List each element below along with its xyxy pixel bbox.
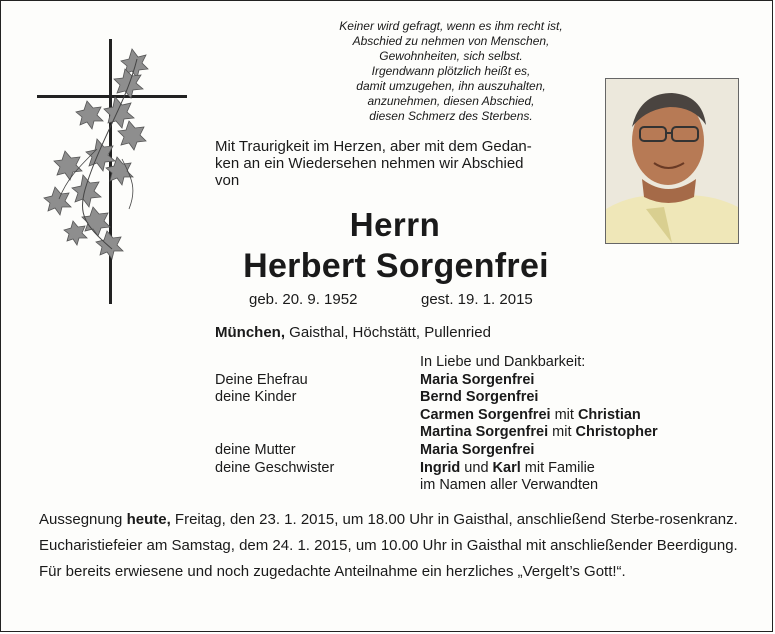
poem-line: Abschied zu nehmen von Menschen, <box>352 34 550 48</box>
blessing-day: heute, <box>126 511 171 528</box>
mourners-heading-row <box>215 354 658 372</box>
partner-name: Karl <box>492 459 521 476</box>
birth-date: geb. 20. 9. 1952 <box>249 291 358 308</box>
mourner-name: Ingrid <box>420 459 461 476</box>
mourner-name: Carmen Sorgenfrei <box>420 406 551 423</box>
list-item <box>215 407 658 425</box>
poem-line: damit umzugehen, ihn auszuhalten, <box>356 79 546 93</box>
relation-label: deine Mutter <box>215 441 296 458</box>
intro-line: Mit Traurigkeit im Herzen, aber mit dem Gedan- <box>215 138 532 155</box>
list-item <box>215 442 658 460</box>
service-details <box>39 511 739 589</box>
death-date: gest. 19. 1. 2015 <box>421 291 533 308</box>
relation-label: deine Kinder <box>215 389 297 406</box>
mourners-closing-row <box>215 477 658 495</box>
relation-label <box>215 424 420 442</box>
relation-label: Deine Ehefrau <box>215 371 308 388</box>
poem-line: diesen Schmerz des Sterbens. <box>369 109 533 123</box>
poem-line: Irgendwann plötzlich heißt es, <box>371 64 531 78</box>
relation-label: deine Geschwister <box>215 459 335 476</box>
mourner-name: Maria Sorgenfrei <box>420 371 535 388</box>
place-line <box>215 324 491 341</box>
list-item <box>215 460 658 478</box>
mourner-name: Martina Sorgenfrei <box>420 424 549 441</box>
partner-name: Christopher <box>575 424 658 441</box>
blessing-paragraph <box>39 511 739 529</box>
connector: mit <box>548 424 576 441</box>
intro-line: ken an ein Wiedersehen nehmen wir Abschied <box>215 155 524 172</box>
intro-text <box>215 138 551 189</box>
portrait-photo <box>605 78 739 244</box>
cross-with-ivy-icon <box>37 39 192 304</box>
mourners-closing: im Namen aller Verwandten <box>420 477 599 494</box>
mourners-list <box>215 354 658 495</box>
suffix: mit Familie <box>520 459 595 476</box>
poem <box>301 19 601 124</box>
place-main: München, <box>215 324 285 341</box>
list-item <box>215 372 658 390</box>
mourner-name: Bernd Sorgenfrei <box>420 389 539 406</box>
poem-line: Keiner wird gefragt, wenn es ihm recht ist, <box>339 19 563 33</box>
thanks-paragraph: Für bereits erwiesene und noch zugedachte Anteilnahme ein herzliches „Vergelt’s Gott!“. <box>39 563 626 580</box>
place-others: Gaisthal, Höchstätt, Pullenried <box>285 324 491 341</box>
poem-line: anzunehmen, diesen Abschied, <box>367 94 535 108</box>
deceased-name: Herbert Sorgenfrei <box>243 247 549 285</box>
intro-line: von <box>215 172 240 189</box>
blessing-details: Freitag, den 23. 1. 2015, um 18.00 Uhr in Gaisthal, anschließend Sterbe-rosenkranz. <box>170 511 738 528</box>
relation-label <box>215 407 420 425</box>
mourners-heading: In Liebe und Dankbarkeit: <box>420 354 586 370</box>
poem-line: Gewohnheiten, sich selbst. <box>379 49 523 63</box>
mass-paragraph: Eucharistiefeier am Samstag, dem 24. 1. 2015, um 10.00 Uhr in Gaisthal mit anschließender Beerdigung. <box>39 537 738 554</box>
connector: mit <box>550 406 578 423</box>
blessing-text: Aussegnung <box>39 511 127 528</box>
salutation: Herrn <box>349 206 441 243</box>
partner-name: Christian <box>577 406 641 423</box>
mourner-name: Maria Sorgenfrei <box>420 441 535 458</box>
connector: und <box>460 459 493 476</box>
list-item <box>215 424 658 442</box>
list-item <box>215 389 658 407</box>
